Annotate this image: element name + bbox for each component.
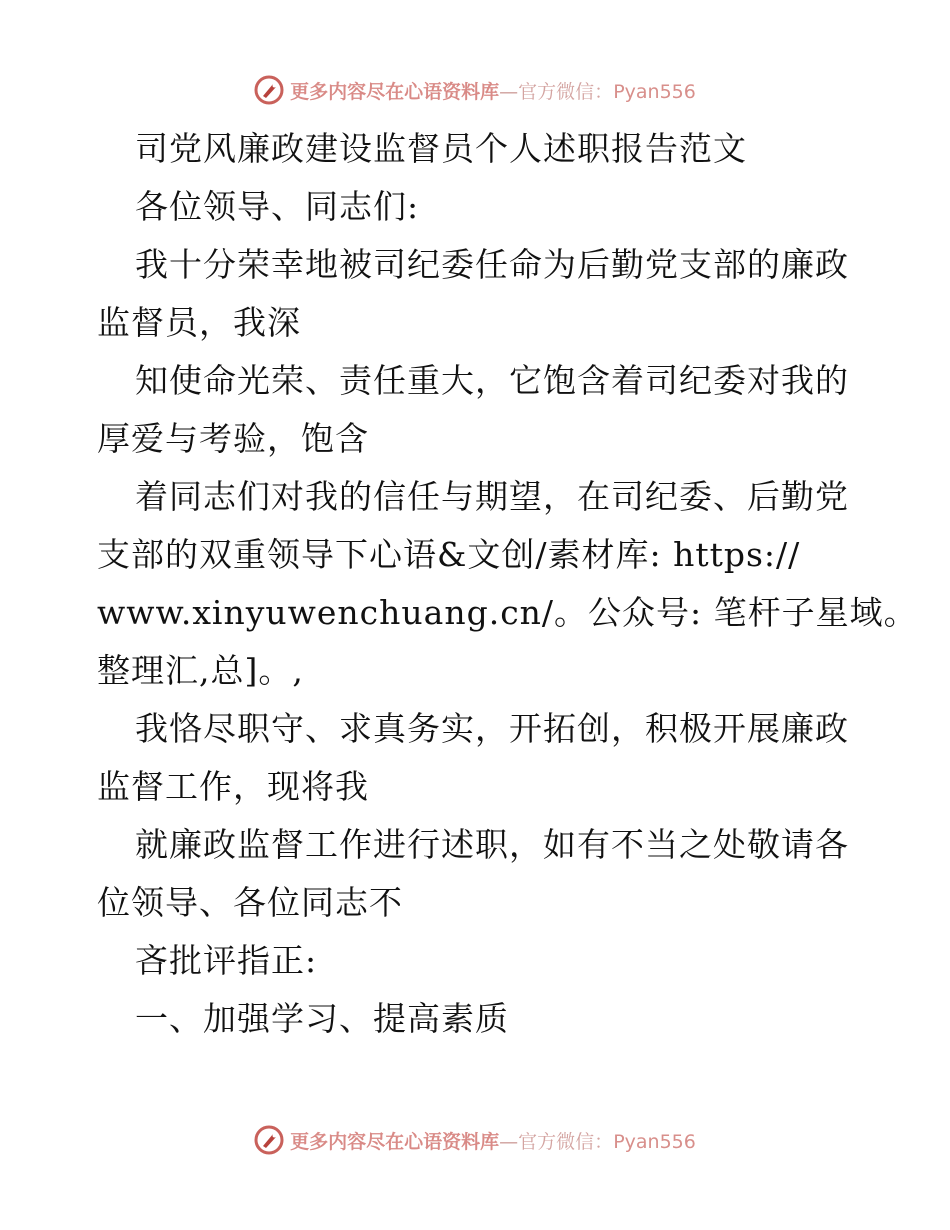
watermark-separator: — (499, 1130, 519, 1153)
watermark-wechat-id: Pyan556 (613, 80, 696, 103)
paragraph-line: 着同志们对我的信任与期望，在司纪委、后勤党 (135, 477, 849, 516)
paragraph-lines (97, 178, 918, 1048)
paragraph-line: 支部的双重领导下心语&文创/素材库: https:// (97, 535, 801, 574)
watermark-text (290, 77, 696, 104)
paragraph-line: 监督员，我深 (97, 303, 301, 342)
pen-nib-logo-icon (254, 75, 284, 105)
pen-nib-logo-icon (254, 1125, 284, 1155)
watermark-wechat-id: Pyan556 (613, 1130, 696, 1153)
paragraph-line: 厚爱与考验，饱含 (97, 419, 369, 458)
watermark-main: 更多内容尽在心语资料库 (290, 80, 500, 103)
document-body (97, 120, 918, 1048)
paragraph-line: 我恪尽职守、求真务实，开拓创，积极开展廉政 (135, 709, 849, 748)
paragraph-line: 整理汇,总]。, (97, 651, 304, 690)
paragraph-line: 各位领导、同志们: (135, 187, 420, 226)
document-title: 司党风廉政建设监督员个人述职报告范文 (135, 129, 747, 168)
watermark-main: 更多内容尽在心语资料库 (290, 1130, 500, 1153)
paragraph-line: 位领导、各位同志不 (97, 883, 403, 922)
paragraph-line: 监督工作，现将我 (97, 767, 369, 806)
paragraph-line: www.xinyuwenchuang.cn/。公众号: 笔杆子星域。 (97, 593, 918, 632)
paragraph-line: 吝批评指正: (135, 941, 318, 980)
footer-watermark (0, 1123, 950, 1157)
header-watermark (0, 73, 950, 107)
paragraph-line: 知使命光荣、责任重大，它饱含着司纪委对我的 (135, 361, 849, 400)
paragraph-line: 我十分荣幸地被司纪委任命为后勤党支部的廉政 (135, 245, 849, 284)
watermark-separator: — (499, 80, 519, 103)
watermark-sub: 官方微信： (518, 80, 614, 103)
watermark-text (290, 1127, 696, 1154)
paragraph-line: 就廉政监督工作进行述职，如有不当之处敬请各 (135, 825, 849, 864)
watermark-sub: 官方微信： (518, 1130, 614, 1153)
paragraph-line: 一、加强学习、提高素质 (135, 999, 509, 1038)
